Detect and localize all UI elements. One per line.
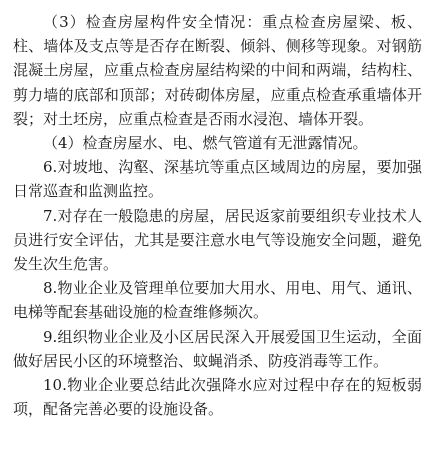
paragraph-facility-maintenance: 8.物业企业及管理单位要加大用水、用电、用气、通讯、电梯等配套基础设施的检查维修频次。 bbox=[13, 279, 422, 322]
paragraph-equipment-improvement: 10.物业企业要总结此次强降水应对过程中存在的短板弱项，配备完善必要的设施设备。 bbox=[13, 376, 422, 419]
paragraph-safety-assessment: 7.对存在一般隐患的房屋，居民返家前要组织专业技术人员进行安全评估，尤其是要注意水电气等设施安全问题，避免发生次生危害。 bbox=[13, 206, 422, 274]
paragraph-sanitation-campaign: 9.组织物业企业及小区居民深入开展爱国卫生运动，全面做好居民小区的环境整治、蚊蝇消杀、防疫消毒等工作。 bbox=[13, 327, 422, 370]
paragraph-building-component-check: （3）检查房屋构件安全情况：重点检查房屋梁、板、柱、墙体及支点等是否存在断裂、倾斜、侧移等现象。对钢筋混凝土房屋，应重点检查房屋结构梁的中间和两端，结构柱、剪力墙的底部和顶部；对砖砌体房屋，应重点检查承重墙体开裂；对土坯房，应重点检查是否雨水浸泡、墙体开裂。 bbox=[13, 13, 422, 128]
document-body bbox=[13, 10, 422, 421]
paragraph-key-area-monitoring: 6.对坡地、沟壑、深基坑等重点区域周边的房屋，要加强日常巡查和监测监控。 bbox=[13, 158, 422, 201]
paragraph-utility-pipeline-check: （4）检查房屋水、电、燃气管道有无泄露情况。 bbox=[43, 134, 368, 153]
